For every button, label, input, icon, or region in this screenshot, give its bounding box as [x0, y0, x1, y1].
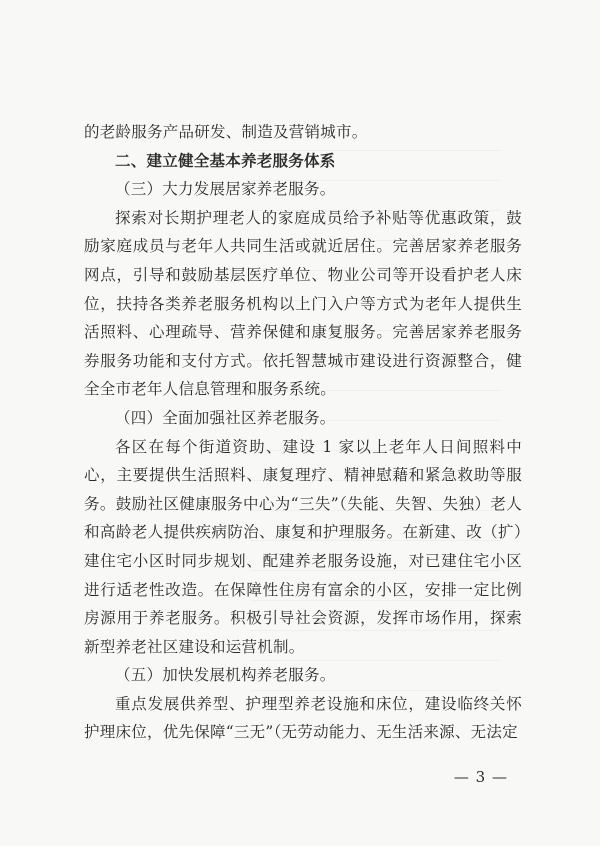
body-paragraph-institutional-care: 重点发展供养型、护理型养老设施和床位，建设临终关怀护理床位，优先保障“三无”（无劳动能力、无生活来源、无法定: [84, 694, 522, 742]
subsection-heading-3: （三）大力发展居家养老服务。: [115, 180, 336, 199]
document-body: [84, 118, 522, 747]
subsection-heading-5: （五）加快发展机构养老服务。: [115, 666, 336, 685]
subsection-heading-4: （四）全面加强社区养老服务。: [115, 408, 336, 427]
page-number: — 3 —: [453, 768, 508, 786]
section-heading: 二、建立健全基本养老服务体系: [115, 151, 336, 170]
body-paragraph-community-care: 各区在每个街道资助、建设 1 家以上老年人日间照料中心，主要提供生活照料、康复理疗、精神慰藉和紧急救助等服务。鼓励社区健康服务中心为“三失”（失能、失智、失独）老人和高龄老人提供疾病防治、康复和护理服务。在新建、改（扩）建住宅小区时同步规划、配建养老服务设施，对已建住宅小区进行适老性改造。在保障性住房有富余的小区，安排一定比例房源用于养老服务。积极引导社会资源，发挥市场作用，探索新型养老社区建设和运营机制。: [84, 437, 522, 656]
continuation-paragraph: 的老龄服务产品研发、制造及营销城市。: [84, 123, 368, 141]
body-paragraph-home-care: 探索对长期护理老人的家庭成员给予补贴等优惠政策，鼓励家庭成员与老年人共同生活或就近居住。完善居家养老服务网点，引导和鼓励基层医疗单位、物业公司等开设看护老人床位，扶持各类养老服务机构以上门入户等方式为老年人提供生活照料、心理疏导、营养保健和康复服务。完善居家养老服务券服务功能和支付方式。依托智慧城市建设进行资源整合，健全全市老年人信息管理和服务系统。: [84, 208, 522, 399]
